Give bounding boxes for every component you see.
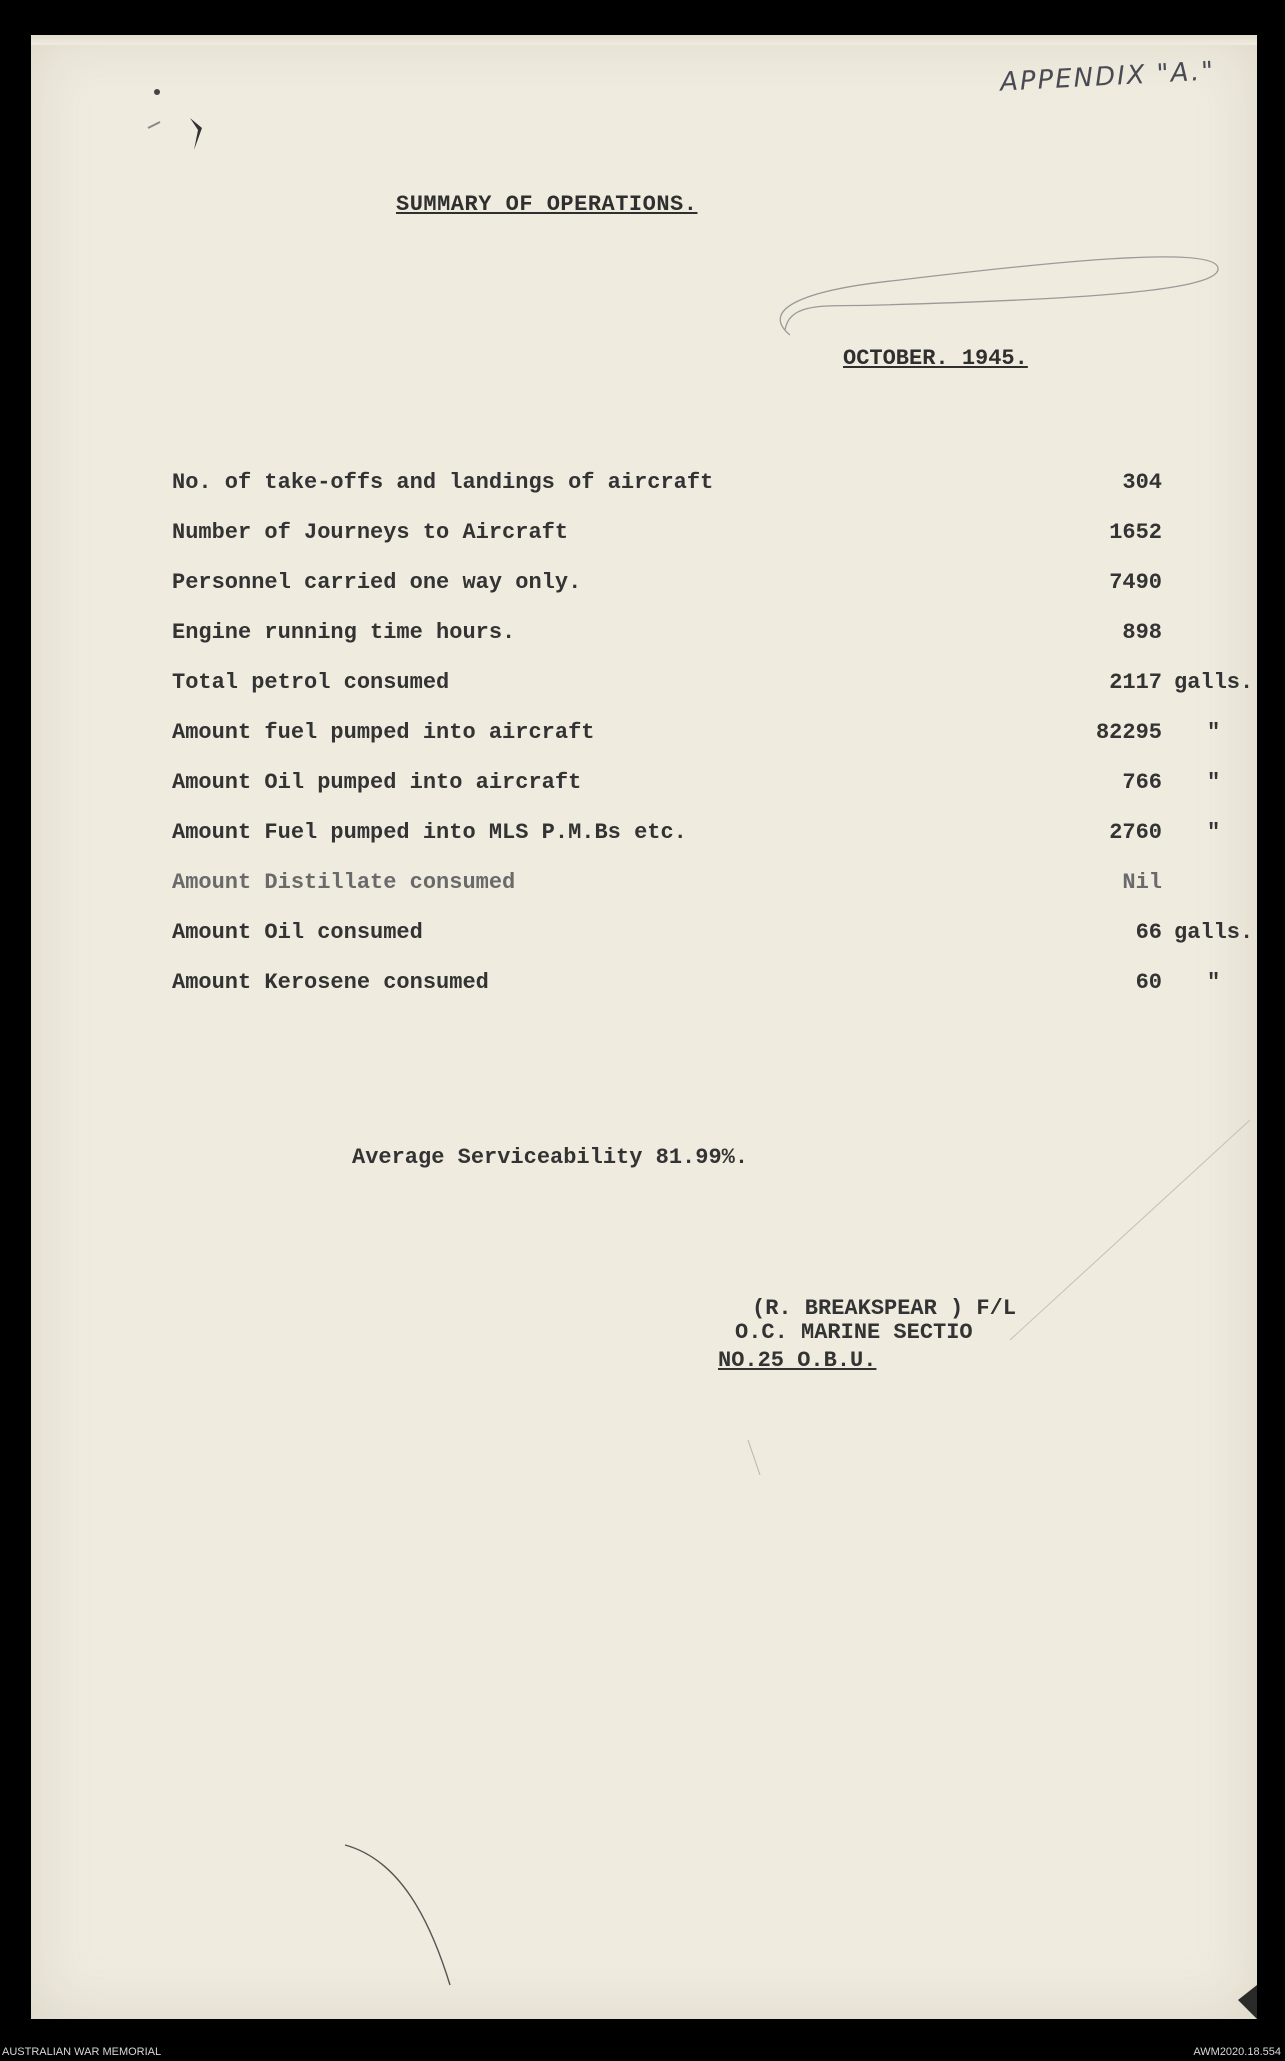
handwritten-appendix-note: APPENDIX "A." [999,56,1216,98]
row-label: Amount Oil pumped into aircraft [172,770,582,795]
row-value: 766 [1122,770,1162,795]
row-label: Amount Fuel pumped into MLS P.M.Bs etc. [172,820,687,845]
signature-unit: NO.25 O.B.U. [718,1348,877,1373]
row-value: 82295 [1095,720,1162,745]
row-value: 66 [1135,920,1162,945]
row-value: 7490 [1109,570,1162,595]
row-value: 2117 [1109,670,1162,695]
row-unit: galls. [1174,670,1254,695]
row-value: 2760 [1109,820,1162,845]
row-value: 304 [1122,470,1162,495]
pencil-loop [780,257,1218,335]
row-value: Nil [1122,870,1162,895]
signature-position: O.C. MARINE SECTIO [735,1320,973,1345]
pencil-curve [345,1845,450,1985]
row-unit: " [1207,770,1221,795]
pin-mark [148,122,160,128]
footer-accession-number: AWM2020.18.554 [1193,2046,1281,2058]
pin-hole [190,118,202,150]
report-period: OCTOBER. 1945. [843,346,1028,371]
average-serviceability: Average Serviceability 81.99%. [352,1145,749,1170]
row-label: Total petrol consumed [172,670,450,695]
pencil-tick [748,1440,760,1475]
row-label: No. of take-offs and landings of aircraft [172,470,714,495]
paper-corner [1238,1985,1257,2019]
row-value: 60 [1135,970,1162,995]
footer-archive-name: AUSTRALIAN WAR MEMORIAL [2,2046,162,2058]
row-label: Personnel carried one way only. [172,570,582,595]
pin-hole [154,89,160,95]
row-label: Amount Oil consumed [172,920,423,945]
row-label: Amount Distillate consumed [172,870,516,895]
document-title: SUMMARY OF OPERATIONS. [396,192,698,217]
row-unit: " [1207,820,1221,845]
row-unit: " [1207,720,1221,745]
row-unit: galls. [1174,920,1254,945]
signature-name: (R. BREAKSPEAR ) F/L [752,1296,1017,1321]
row-value: 898 [1122,620,1162,645]
pencil-line [1010,1120,1250,1340]
row-label: Engine running time hours. [172,620,516,645]
row-label: Amount Kerosene consumed [172,970,489,995]
row-value: 1652 [1109,520,1162,545]
row-label: Number of Journeys to Aircraft [172,520,569,545]
row-unit: " [1207,970,1221,995]
row-label: Amount fuel pumped into aircraft [172,720,595,745]
